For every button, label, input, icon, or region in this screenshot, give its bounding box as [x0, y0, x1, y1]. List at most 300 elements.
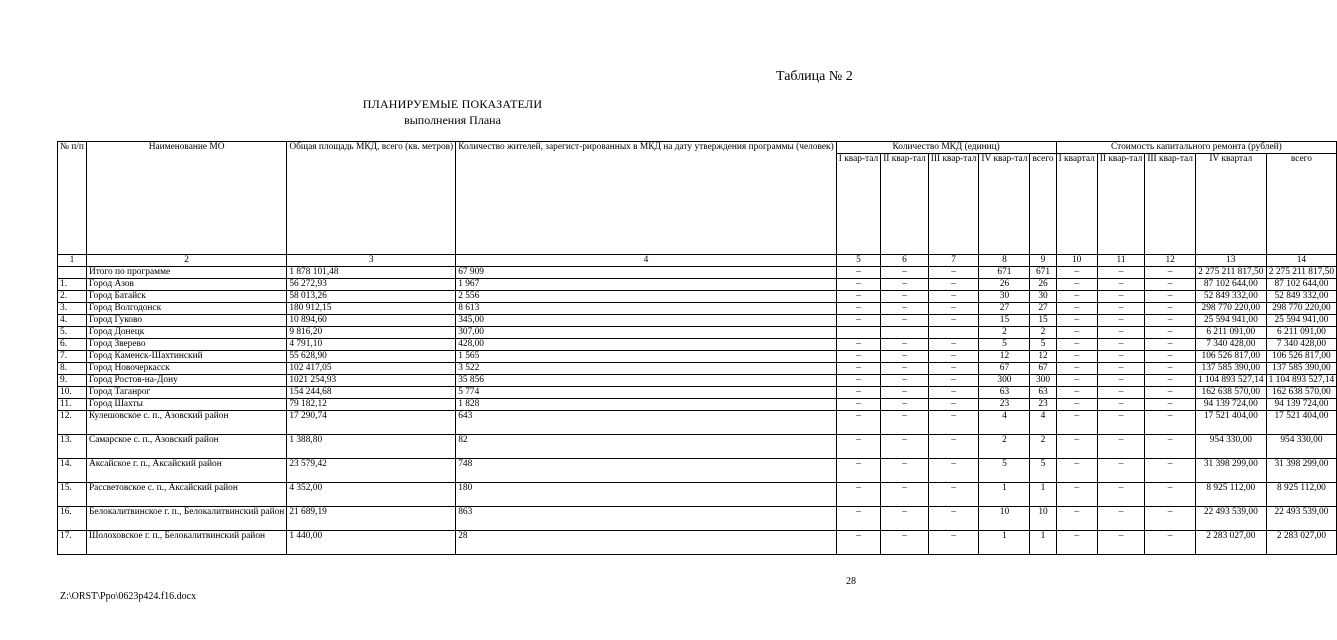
header-mkd-group: Количество МКД (единиц)	[836, 142, 1056, 154]
row-cost-q2: –	[1097, 315, 1145, 327]
row-mkd-q4: 1	[979, 483, 1030, 507]
row-cost-q3: –	[1145, 435, 1196, 459]
row-cost-q4: 954 330,00	[1195, 435, 1266, 459]
row-mkd-q4: 2	[979, 435, 1030, 459]
row-cost-q3: –	[1145, 411, 1196, 435]
table-row	[58, 531, 1337, 555]
row-mkd-q4: 5	[979, 459, 1030, 483]
row-mkd-q4: 671	[979, 267, 1030, 279]
row-cost-q2: –	[1097, 459, 1145, 483]
row-mkd-q3: –	[928, 375, 979, 387]
col-number: 3	[287, 255, 456, 267]
header-num: № п/п	[58, 142, 87, 255]
row-name: Город Гуково	[86, 315, 286, 327]
row-mkd-q1: –	[836, 279, 880, 291]
row-mkd-q4: 23	[979, 399, 1030, 411]
table-row	[58, 303, 1337, 315]
row-cost-q4: 162 638 570,00	[1195, 387, 1266, 399]
row-cost-q4: 52 849 332,00	[1195, 291, 1266, 303]
row-cost-total: 106 526 817,00	[1266, 351, 1337, 363]
row-area: 102 417,05	[287, 363, 456, 375]
row-cost-q2: –	[1097, 363, 1145, 375]
row-mkd-q2: –	[881, 291, 929, 303]
row-cost-q3: –	[1145, 291, 1196, 303]
row-mkd-q3: –	[928, 267, 979, 279]
row-mkd-q3: –	[928, 363, 979, 375]
row-cost-q2: –	[1097, 267, 1145, 279]
header-area: Общая площадь МКД, всего (кв. метров)	[287, 142, 456, 255]
row-mkd-total: 10	[1030, 507, 1056, 531]
row-mkd-q2: –	[881, 351, 929, 363]
row-mkd-q1: –	[836, 459, 880, 483]
row-cost-q1: –	[1056, 315, 1097, 327]
row-name: Город Волгодонск	[86, 303, 286, 315]
table-row	[58, 375, 1337, 387]
row-name: Город Азов	[86, 279, 286, 291]
row-area: 1 440,00	[287, 531, 456, 555]
table-row	[58, 291, 1337, 303]
row-name: Самарское с. п., Азовский район	[86, 435, 286, 459]
row-area: 17 290,74	[287, 411, 456, 435]
row-area: 10 894,60	[287, 315, 456, 327]
row-mkd-total: 15	[1030, 315, 1056, 327]
row-mkd-q1: –	[836, 507, 880, 531]
table-row	[58, 483, 1337, 507]
header-cost-total: всего	[1266, 154, 1337, 255]
row-cost-q4: 22 493 539,00	[1195, 507, 1266, 531]
row-num: 15.	[58, 483, 87, 507]
row-area: 9 816,20	[287, 327, 456, 339]
row-cost-q2: –	[1097, 327, 1145, 339]
row-cost-total: 2 275 211 817,50	[1266, 267, 1337, 279]
row-mkd-q3: –	[928, 279, 979, 291]
indicators-table	[57, 141, 1337, 555]
row-cost-q2: –	[1097, 291, 1145, 303]
row-cost-q2: –	[1097, 435, 1145, 459]
row-cost-q3: –	[1145, 267, 1196, 279]
row-name: Шолоховское г. п., Белокалитвинский район	[86, 531, 286, 555]
row-cost-q2: –	[1097, 279, 1145, 291]
table-row	[58, 267, 1337, 279]
row-mkd-q1: –	[836, 399, 880, 411]
header-cost-q4: IV квартал	[1195, 154, 1266, 255]
row-name: Город Новочеркасск	[86, 363, 286, 375]
row-cost-q2: –	[1097, 531, 1145, 555]
row-name: Кулешовское с. п., Азовский район	[86, 411, 286, 435]
row-cost-total: 137 585 390,00	[1266, 363, 1337, 375]
row-mkd-q3: –	[928, 435, 979, 459]
row-mkd-total: 27	[1030, 303, 1056, 315]
row-cost-total: 52 849 332,00	[1266, 291, 1337, 303]
row-mkd-total: 5	[1030, 459, 1056, 483]
row-mkd-q3: –	[928, 387, 979, 399]
header-mkd-q2: II квар-тал	[881, 154, 929, 255]
row-num: 1.	[58, 279, 87, 291]
row-num: 9.	[58, 375, 87, 387]
row-area: 23 579,42	[287, 459, 456, 483]
table-row	[58, 387, 1337, 399]
row-cost-q4: 31 398 299,00	[1195, 459, 1266, 483]
row-cost-q1: –	[1056, 303, 1097, 315]
row-mkd-q1	[836, 327, 880, 339]
row-cost-q3: –	[1145, 507, 1196, 531]
row-mkd-total: 1	[1030, 483, 1056, 507]
row-num: 5.	[58, 327, 87, 339]
col-number: 11	[1097, 255, 1145, 267]
row-cost-q4: 2 283 027,00	[1195, 531, 1266, 555]
row-cost-q1: –	[1056, 399, 1097, 411]
col-number: 7	[928, 255, 979, 267]
row-area: 180 912,15	[287, 303, 456, 315]
row-cost-q3: –	[1145, 279, 1196, 291]
row-residents: 1 967	[456, 279, 837, 291]
row-mkd-total: 12	[1030, 351, 1056, 363]
row-mkd-total: 30	[1030, 291, 1056, 303]
row-residents: 643	[456, 411, 837, 435]
row-cost-q4: 17 521 404,00	[1195, 411, 1266, 435]
row-cost-q4: 25 594 941,00	[1195, 315, 1266, 327]
row-mkd-q4: 10	[979, 507, 1030, 531]
header-mkd-q4: IV квар-тал	[979, 154, 1030, 255]
row-cost-q1: –	[1056, 375, 1097, 387]
row-mkd-q3	[928, 327, 979, 339]
row-mkd-q2: –	[881, 531, 929, 555]
row-area: 55 628,90	[287, 351, 456, 363]
row-mkd-q4: 30	[979, 291, 1030, 303]
row-num: 6.	[58, 339, 87, 351]
row-cost-q4: 94 139 724,00	[1195, 399, 1266, 411]
row-mkd-q4: 67	[979, 363, 1030, 375]
row-mkd-q1: –	[836, 375, 880, 387]
row-mkd-q3: –	[928, 459, 979, 483]
row-cost-q1: –	[1056, 339, 1097, 351]
row-num: 12.	[58, 411, 87, 435]
table-row	[58, 363, 1337, 375]
row-mkd-q2: –	[881, 339, 929, 351]
row-cost-q3: –	[1145, 459, 1196, 483]
col-number: 4	[456, 255, 837, 267]
page-number: 28	[846, 576, 856, 587]
row-name: Город Донецк	[86, 327, 286, 339]
row-mkd-total: 63	[1030, 387, 1056, 399]
row-name: Город Батайск	[86, 291, 286, 303]
row-mkd-q3: –	[928, 315, 979, 327]
row-area: 21 689,19	[287, 507, 456, 531]
row-mkd-q3: –	[928, 303, 979, 315]
row-name: Город Шахты	[86, 399, 286, 411]
col-number: 13	[1195, 255, 1266, 267]
row-cost-total: 6 211 091,00	[1266, 327, 1337, 339]
row-cost-q2: –	[1097, 399, 1145, 411]
row-mkd-q2: –	[881, 387, 929, 399]
row-cost-total: 25 594 941,00	[1266, 315, 1337, 327]
row-cost-q3: –	[1145, 363, 1196, 375]
row-mkd-q4: 15	[979, 315, 1030, 327]
row-cost-q4: 87 102 644,00	[1195, 279, 1266, 291]
row-mkd-q4: 63	[979, 387, 1030, 399]
row-residents: 35 856	[456, 375, 837, 387]
row-cost-total: 94 139 724,00	[1266, 399, 1337, 411]
row-num: 16.	[58, 507, 87, 531]
row-cost-q3: –	[1145, 483, 1196, 507]
row-residents: 863	[456, 507, 837, 531]
row-residents: 748	[456, 459, 837, 483]
row-mkd-q2: –	[881, 267, 929, 279]
row-cost-total: 8 925 112,00	[1266, 483, 1337, 507]
row-cost-q1: –	[1056, 267, 1097, 279]
row-num: 2.	[58, 291, 87, 303]
row-area: 154 244,68	[287, 387, 456, 399]
row-num: 17.	[58, 531, 87, 555]
row-name: Город Ростов-на-Дону	[86, 375, 286, 387]
row-num: 13.	[58, 435, 87, 459]
row-mkd-q4: 5	[979, 339, 1030, 351]
row-mkd-q1: –	[836, 351, 880, 363]
row-mkd-q1: –	[836, 315, 880, 327]
row-mkd-total: 671	[1030, 267, 1056, 279]
row-cost-q2: –	[1097, 483, 1145, 507]
row-area: 58 013,26	[287, 291, 456, 303]
row-mkd-q2: –	[881, 303, 929, 315]
row-residents: 2 556	[456, 291, 837, 303]
row-cost-q4: 137 585 390,00	[1195, 363, 1266, 375]
row-mkd-q2	[881, 327, 929, 339]
row-area: 1 388,80	[287, 435, 456, 459]
row-num: 10.	[58, 387, 87, 399]
row-cost-q3: –	[1145, 375, 1196, 387]
row-mkd-q1: –	[836, 411, 880, 435]
row-mkd-q1: –	[836, 267, 880, 279]
table-row	[58, 327, 1337, 339]
row-cost-total: 1 104 893 527,14	[1266, 375, 1337, 387]
row-name: Аксайское г. п., Аксайский район	[86, 459, 286, 483]
header-cost-q1: I квартал	[1056, 154, 1097, 255]
row-mkd-total: 26	[1030, 279, 1056, 291]
row-num: 14.	[58, 459, 87, 483]
row-residents: 3 522	[456, 363, 837, 375]
row-cost-q3: –	[1145, 339, 1196, 351]
row-mkd-q2: –	[881, 363, 929, 375]
row-area: 1 878 101,48	[287, 267, 456, 279]
row-num	[58, 267, 87, 279]
row-residents: 8 613	[456, 303, 837, 315]
row-cost-total: 7 340 428,00	[1266, 339, 1337, 351]
row-mkd-q3: –	[928, 399, 979, 411]
row-area: 4 352,00	[287, 483, 456, 507]
header-residents: Количество жителей, зарегист-рированных в МКД на дату утверждения программы (человек)	[456, 142, 837, 255]
row-mkd-q2: –	[881, 483, 929, 507]
row-mkd-q3: –	[928, 531, 979, 555]
row-num: 7.	[58, 351, 87, 363]
row-name: Город Каменск-Шахтинский	[86, 351, 286, 363]
row-residents: 28	[456, 531, 837, 555]
row-mkd-q2: –	[881, 435, 929, 459]
row-cost-q3: –	[1145, 315, 1196, 327]
header-name: Наименование МО	[86, 142, 286, 255]
row-cost-q1: –	[1056, 279, 1097, 291]
row-mkd-q2: –	[881, 507, 929, 531]
col-number: 9	[1030, 255, 1056, 267]
row-mkd-q2: –	[881, 399, 929, 411]
row-cost-q4: 2 275 211 817,50	[1195, 267, 1266, 279]
row-cost-total: 31 398 299,00	[1266, 459, 1337, 483]
row-cost-q1: –	[1056, 459, 1097, 483]
row-mkd-q1: –	[836, 435, 880, 459]
row-num: 8.	[58, 363, 87, 375]
row-residents: 67 909	[456, 267, 837, 279]
row-mkd-q1: –	[836, 339, 880, 351]
document-title: ПЛАНИРУЕМЫЕ ПОКАЗАТЕЛИ	[362, 97, 543, 111]
col-number: 14	[1266, 255, 1337, 267]
row-cost-q1: –	[1056, 531, 1097, 555]
row-residents: 5 774	[456, 387, 837, 399]
table-row	[58, 315, 1337, 327]
row-cost-q2: –	[1097, 375, 1145, 387]
row-area: 4 791,10	[287, 339, 456, 351]
row-num: 4.	[58, 315, 87, 327]
col-number: 8	[979, 255, 1030, 267]
row-cost-q2: –	[1097, 411, 1145, 435]
col-number: 10	[1056, 255, 1097, 267]
row-name: Рассветовское с. п., Аксайский район	[86, 483, 286, 507]
row-mkd-total: 5	[1030, 339, 1056, 351]
row-area: 79 182,12	[287, 399, 456, 411]
table-row	[58, 507, 1337, 531]
row-mkd-q3: –	[928, 483, 979, 507]
row-cost-q4: 7 340 428,00	[1195, 339, 1266, 351]
row-mkd-total: 67	[1030, 363, 1056, 375]
row-mkd-q2: –	[881, 279, 929, 291]
row-cost-q2: –	[1097, 351, 1145, 363]
row-mkd-q4: 27	[979, 303, 1030, 315]
col-number: 6	[881, 255, 929, 267]
row-residents: 1 565	[456, 351, 837, 363]
row-cost-q1: –	[1056, 483, 1097, 507]
row-cost-q3: –	[1145, 387, 1196, 399]
row-area: 56 272,93	[287, 279, 456, 291]
row-mkd-q3: –	[928, 507, 979, 531]
row-cost-q3: –	[1145, 531, 1196, 555]
header-mkd-q1: I квар-тал	[836, 154, 880, 255]
row-mkd-total: 23	[1030, 399, 1056, 411]
table-row	[58, 411, 1337, 435]
row-mkd-total: 300	[1030, 375, 1056, 387]
row-cost-total: 17 521 404,00	[1266, 411, 1337, 435]
row-residents: 307,00	[456, 327, 837, 339]
row-cost-q3: –	[1145, 399, 1196, 411]
row-residents: 428,00	[456, 339, 837, 351]
table-row	[58, 279, 1337, 291]
row-cost-q4: 8 925 112,00	[1195, 483, 1266, 507]
header-mkd-q3: III квар-тал	[928, 154, 979, 255]
col-number: 12	[1145, 255, 1196, 267]
row-area: 1021 254,93	[287, 375, 456, 387]
row-name: Итого по программе	[86, 267, 286, 279]
row-residents: 180	[456, 483, 837, 507]
row-cost-q4: 6 211 091,00	[1195, 327, 1266, 339]
row-cost-q1: –	[1056, 411, 1097, 435]
row-cost-q1: –	[1056, 327, 1097, 339]
row-cost-total: 954 330,00	[1266, 435, 1337, 459]
row-mkd-total: 2	[1030, 435, 1056, 459]
row-residents: 1 828	[456, 399, 837, 411]
row-cost-q3: –	[1145, 327, 1196, 339]
row-cost-total: 2 283 027,00	[1266, 531, 1337, 555]
row-cost-q1: –	[1056, 351, 1097, 363]
row-cost-q1: –	[1056, 435, 1097, 459]
row-cost-q4: 298 770 220,00	[1195, 303, 1266, 315]
row-mkd-q4: 2	[979, 327, 1030, 339]
row-cost-total: 87 102 644,00	[1266, 279, 1337, 291]
col-number: 2	[86, 255, 286, 267]
row-cost-q1: –	[1056, 363, 1097, 375]
row-cost-q2: –	[1097, 339, 1145, 351]
table-row	[58, 339, 1337, 351]
header-mkd-total: всего	[1030, 154, 1056, 255]
col-number: 1	[58, 255, 87, 267]
row-name: Город Таганрог	[86, 387, 286, 399]
row-mkd-q1: –	[836, 387, 880, 399]
file-path: Z:\ORST\Ppo\0623p424.f16.docx	[60, 591, 197, 602]
row-num: 11.	[58, 399, 87, 411]
row-mkd-q1: –	[836, 303, 880, 315]
row-cost-q2: –	[1097, 387, 1145, 399]
document-subtitle: выполнения Плана	[404, 113, 501, 127]
row-mkd-total: 4	[1030, 411, 1056, 435]
row-mkd-q2: –	[881, 375, 929, 387]
row-cost-q2: –	[1097, 303, 1145, 315]
row-mkd-q4: 12	[979, 351, 1030, 363]
row-mkd-q3: –	[928, 351, 979, 363]
row-mkd-total: 1	[1030, 531, 1056, 555]
row-cost-q1: –	[1056, 291, 1097, 303]
row-mkd-q2: –	[881, 315, 929, 327]
row-mkd-q1: –	[836, 363, 880, 375]
row-cost-total: 22 493 539,00	[1266, 507, 1337, 531]
row-cost-total: 162 638 570,00	[1266, 387, 1337, 399]
row-cost-q1: –	[1056, 387, 1097, 399]
table-row	[58, 351, 1337, 363]
row-name: Белокалитвинское г. п., Белокалитвинский район	[86, 507, 286, 531]
row-mkd-q4: 1	[979, 531, 1030, 555]
row-mkd-q1: –	[836, 531, 880, 555]
row-cost-q4: 106 526 817,00	[1195, 351, 1266, 363]
row-mkd-q3: –	[928, 339, 979, 351]
table-number: Таблица № 2	[776, 69, 853, 84]
header-cost-group: Стоимость капитального ремонта (рублей)	[1056, 142, 1337, 154]
row-mkd-q1: –	[836, 483, 880, 507]
header-cost-q3: III квар-тал	[1145, 154, 1196, 255]
row-mkd-q4: 300	[979, 375, 1030, 387]
col-number: 5	[836, 255, 880, 267]
row-mkd-q3: –	[928, 411, 979, 435]
row-residents: 345,00	[456, 315, 837, 327]
row-cost-q3: –	[1145, 351, 1196, 363]
row-mkd-q4: 4	[979, 411, 1030, 435]
row-mkd-q2: –	[881, 459, 929, 483]
row-cost-q3: –	[1145, 303, 1196, 315]
row-mkd-q4: 26	[979, 279, 1030, 291]
row-mkd-q2: –	[881, 411, 929, 435]
table-row	[58, 399, 1337, 411]
table-row	[58, 459, 1337, 483]
row-cost-q1: –	[1056, 507, 1097, 531]
row-num: 3.	[58, 303, 87, 315]
row-mkd-total: 2	[1030, 327, 1056, 339]
table-row	[58, 435, 1337, 459]
row-cost-q4: 1 104 893 527,14	[1195, 375, 1266, 387]
row-name: Город Зверево	[86, 339, 286, 351]
